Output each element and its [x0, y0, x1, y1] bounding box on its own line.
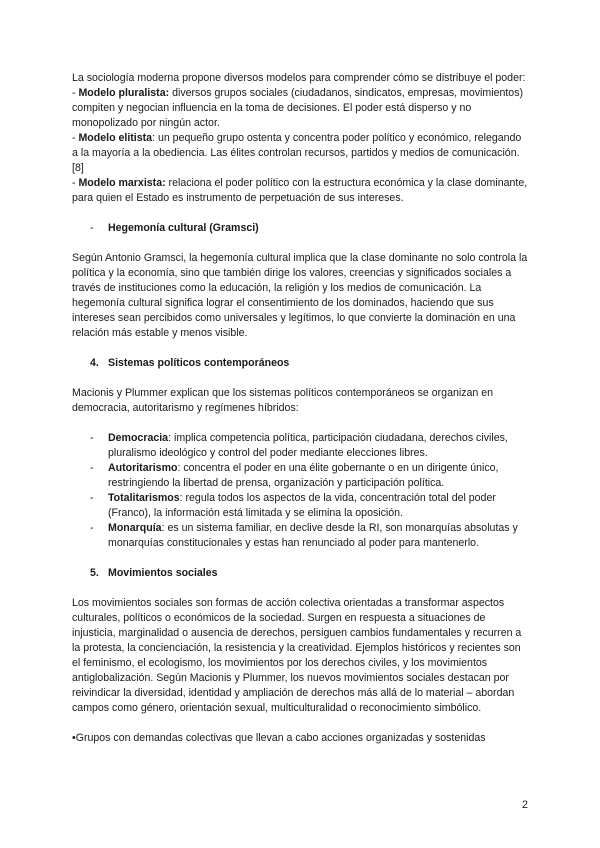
section-title: Hegemonía cultural (Gramsci): [108, 222, 259, 234]
systems-heading: [72, 356, 530, 371]
intro-paragraph: La sociología moderna propone diversos modelos para comprender cómo se distribuye el poder:: [72, 72, 526, 84]
movements-heading: [72, 566, 530, 581]
list-item: - Autoritarismo: concentra el poder en una élite gobernante o en un dirigente único, restringiendo la libertad de prensa, organización y participación política.: [90, 462, 499, 489]
section-title: Sistemas políticos contemporáneos: [108, 357, 290, 369]
movements-bullet-line: •Grupos con demandas colectivas que llevan a cabo acciones organizadas y sostenidas: [72, 732, 486, 744]
list-item: - Monarquía: es un sistema familiar, en declive desde la RI, son monarquías absolutas y monarquías constitucionales y estas han renunciado al poder para mantenerlo.: [90, 522, 518, 549]
dash-marker: -: [90, 222, 94, 234]
list-item: - Democracia: implica competencia política, participación ciudadana, derechos civiles, pluralismo ideológico y control del poder mediante elecciones libres.: [90, 432, 508, 459]
model-pluralist: - Modelo pluralista: diversos grupos sociales (ciudadanos, sindicatos, empresas, movimientos) compiten y negocian influencia en la toma de decisiones. El poder está disperso y no monopolizado por ningún actor.: [72, 87, 524, 129]
section-number: 4.: [90, 357, 99, 369]
gramsci-heading: [72, 221, 530, 236]
list-item: - Totalitarismos: regula todos los aspectos de la vida, concentración total del poder (Franco), la información está limitada y se elimina la oposición.: [90, 492, 496, 519]
system-term: Totalitarismos: [108, 492, 180, 504]
model-marxist: - Modelo marxista: relaciona el poder político con la estructura económica y la clase dominante, para quien el Estado es instrumento de perpetuación de sus intereses.: [72, 177, 528, 204]
model-term: Modelo marxista:: [78, 177, 166, 189]
section-number: 5.: [90, 567, 99, 579]
gramsci-paragraph: Según Antonio Gramsci, la hegemonía cultural implica que la clase dominante no solo controla la política y la economía, sino que también dirige los valores, creencias y significados sociales a través de instituciones como la educación, la religión y los medios de comunicación. La hegemonía cultural significa lograr el consentimiento de los dominados, haciendo que sus intereses sean percibidos como universales y legítimos, lo que convierte la dominación en una relación más estable y menos visible.: [72, 252, 528, 339]
model-elitist: - Modelo elitista: un pequeño grupo ostenta y concentra poder político y económico, relegando a la mayoría a la obediencia. Las élites controlan recursos, partidos y medios de comunicación.[8]: [72, 132, 522, 174]
power-models-section: [72, 71, 530, 206]
model-term: Modelo pluralista:: [78, 87, 170, 99]
system-term: Autoritarismo: [108, 462, 178, 474]
movements-paragraph: Los movimientos sociales son formas de acción colectiva orientadas a transformar aspectos culturales, políticos o económicos de la sociedad. Surgen en respuesta a situaciones de injusticia, marginalidad o ausencia de derechos, persiguen cambios fundamentales y recurren a la protesta, la concienciación, la resistencia y la creatividad. Ejemplos históricos y recientes son el feminismo, el ecologismo, los movimientos por los derechos civiles, y los movimientos antiglobalización. Según Macionis y Plummer, los nuevos movimientos sociales destacan por reivindicar la diversidad, identidad y ampliación de derechos más allá de lo material – abordan campos como género, orientación sexual, multiculturalidad o reconocimiento simbólico.: [72, 597, 522, 714]
section-title: Movimientos sociales: [108, 567, 218, 579]
document-page: [72, 71, 530, 746]
system-term: Monarquía: [108, 522, 162, 534]
page-number: 2: [521, 799, 528, 811]
system-term: Democracia: [108, 432, 169, 444]
systems-intro: Macionis y Plummer explican que los sistemas políticos contemporáneos se organizan en democracia, autoritarismo y regímenes híbridos:: [72, 387, 494, 414]
model-term: Modelo elitista: [78, 132, 153, 144]
political-systems-list: [72, 431, 530, 551]
